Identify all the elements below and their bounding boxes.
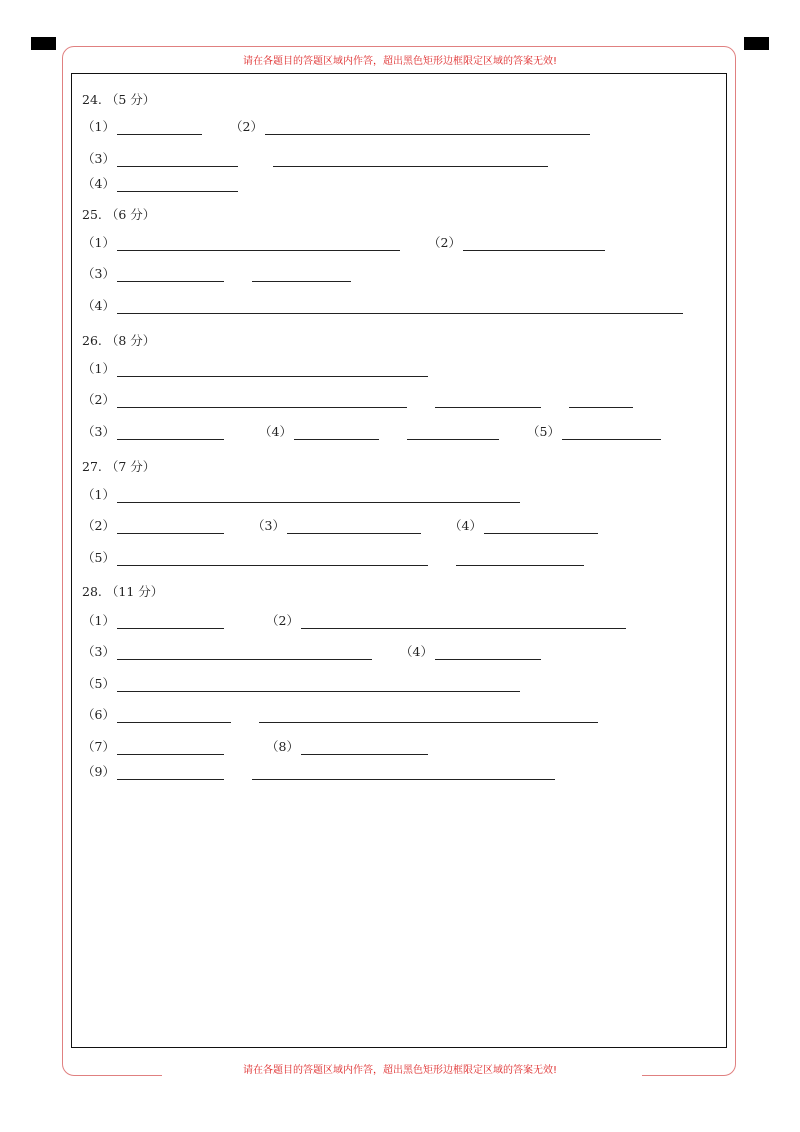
q28-part-7-blank[interactable] [117, 754, 224, 755]
q27-part-4-blank[interactable] [484, 533, 598, 534]
q27-part-5-label: （5） [82, 550, 115, 565]
q28-part-5-label: （5） [82, 676, 115, 691]
q25-part-4-label: （4） [82, 298, 115, 313]
q26-part-2-blank-c[interactable] [569, 407, 633, 408]
question-27-header [82, 457, 155, 475]
question-26-header [82, 331, 155, 349]
question-points: （5 分） [105, 92, 156, 107]
answer-box [71, 73, 727, 1048]
q25-part-1-label: （1） [82, 235, 115, 250]
q24-part-1-blank[interactable] [117, 134, 202, 135]
q25-part-3-blank-b[interactable] [252, 281, 351, 282]
q27-part-1-label: （1） [82, 487, 115, 502]
q27-part-1-blank[interactable] [117, 502, 520, 503]
q27-part-5-blank-a[interactable] [117, 565, 428, 566]
q28-part-8-label: （8） [266, 739, 299, 754]
q28-part-5-blank[interactable] [117, 691, 520, 692]
q26-part-2-blank-a[interactable] [117, 407, 407, 408]
q27-part-3-blank[interactable] [287, 533, 421, 534]
q27-part-2-blank[interactable] [117, 533, 224, 534]
q26-part-3-label: （3） [82, 424, 115, 439]
q26-part-1-blank[interactable] [117, 376, 428, 377]
q26-part-5-label: （5） [527, 424, 560, 439]
q28-part-1-blank[interactable] [117, 628, 224, 629]
q26-part-4-blank-b[interactable] [407, 439, 499, 440]
q28-part-9-label: （9） [82, 764, 115, 779]
q27-part-3-label: （3） [252, 518, 285, 533]
q28-part-3-blank[interactable] [117, 659, 372, 660]
q27-part-2-label: （2） [82, 518, 115, 533]
q26-part-2-label: （2） [82, 392, 115, 407]
q28-part-4-blank[interactable] [435, 659, 541, 660]
question-28-header [82, 582, 163, 600]
q24-part-4-label: （4） [82, 176, 115, 191]
q28-part-6-blank-a[interactable] [117, 722, 231, 723]
question-number: 26. [82, 333, 102, 348]
q25-part-4-blank[interactable] [117, 313, 683, 314]
q24-part-4-blank[interactable] [117, 191, 238, 192]
question-25-header [82, 205, 155, 223]
q28-part-6-label: （6） [82, 707, 115, 722]
q28-part-1-label: （1） [82, 613, 115, 628]
q26-part-3-blank[interactable] [117, 439, 224, 440]
warning-top: 请在各题目的答题区域内作答，超出黑色矩形边框限定区域的答案无效! [242, 56, 557, 67]
q26-part-4-label: （4） [259, 424, 292, 439]
question-points: （8 分） [105, 333, 156, 348]
question-24-header [82, 90, 155, 108]
question-points: （11 分） [105, 584, 164, 599]
q28-part-4-label: （4） [400, 644, 433, 659]
alignment-marker-right [744, 37, 769, 50]
q24-part-1-label: （1） [82, 119, 115, 134]
q25-part-2-label: （2） [428, 235, 461, 250]
q28-part-7-label: （7） [82, 739, 115, 754]
q25-part-1-blank[interactable] [117, 250, 400, 251]
alignment-marker-left [31, 37, 56, 50]
q24-part-2-label: （2） [230, 119, 263, 134]
q26-part-2-blank-b[interactable] [435, 407, 541, 408]
q26-part-1-label: （1） [82, 361, 115, 376]
q28-part-6-blank-b[interactable] [259, 722, 598, 723]
question-number: 24. [82, 92, 102, 107]
q28-part-9-blank-b[interactable] [252, 779, 555, 780]
warning-bottom: 请在各题目的答题区域内作答，超出黑色矩形边框限定区域的答案无效! [242, 1065, 557, 1076]
q24-part-3-blank-b[interactable] [273, 166, 548, 167]
q25-part-2-blank[interactable] [463, 250, 605, 251]
q24-part-3-label: （3） [82, 151, 115, 166]
q27-part-4-label: （4） [449, 518, 482, 533]
q28-part-2-label: （2） [266, 613, 299, 628]
q26-part-5-blank[interactable] [562, 439, 661, 440]
question-number: 25. [82, 207, 102, 222]
q25-part-3-label: （3） [82, 266, 115, 281]
q28-part-3-label: （3） [82, 644, 115, 659]
question-points: （6 分） [105, 207, 156, 222]
question-number: 27. [82, 459, 102, 474]
q26-part-4-blank-a[interactable] [294, 439, 379, 440]
question-number: 28. [82, 584, 102, 599]
q24-part-2-blank[interactable] [265, 134, 590, 135]
q28-part-8-blank[interactable] [301, 754, 428, 755]
q28-part-9-blank-a[interactable] [117, 779, 224, 780]
q25-part-3-blank-a[interactable] [117, 281, 224, 282]
q24-part-3-blank-a[interactable] [117, 166, 238, 167]
q27-part-5-blank-b[interactable] [456, 565, 584, 566]
q28-part-2-blank[interactable] [301, 628, 626, 629]
question-points: （7 分） [105, 459, 156, 474]
